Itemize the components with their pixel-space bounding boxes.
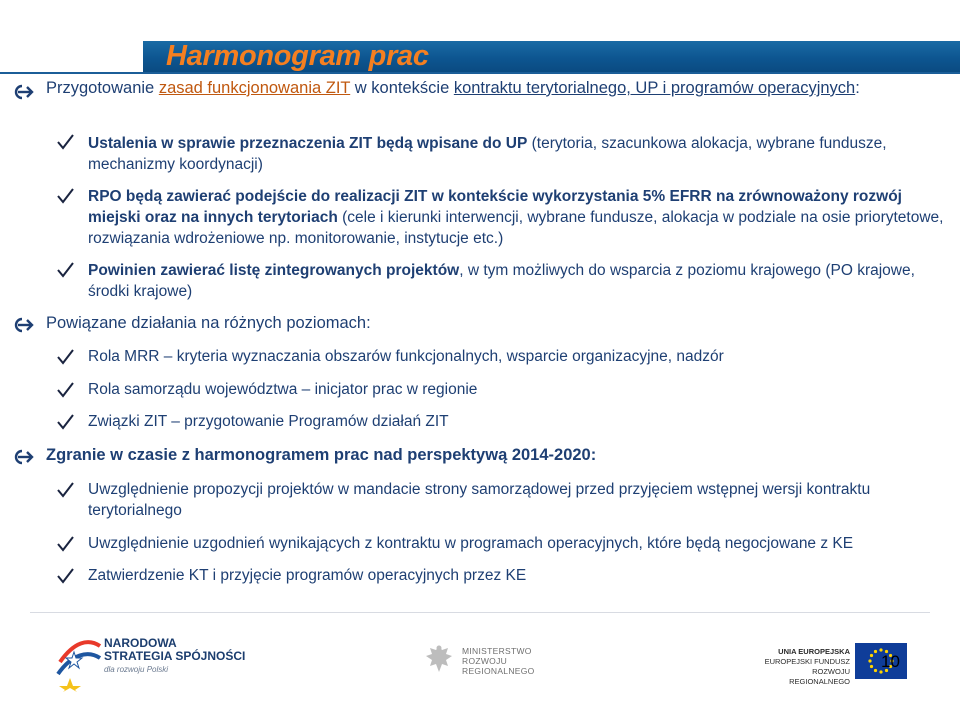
footer-divider xyxy=(30,612,930,613)
zit-rules-link[interactable]: zasad funkcjonowania ZIT xyxy=(158,79,351,97)
mrr-line-1: MINISTERSTWO xyxy=(462,646,532,656)
section-3-heading: Zgranie w czasie z harmonogramem prac nad perspektywą 2014-2020: xyxy=(46,446,597,464)
arrow-bullet-icon xyxy=(10,316,36,334)
section-3-item-3: Zatwierdzenie KT i przyjęcie programów operacyjnych przez KE xyxy=(88,567,527,584)
item-rest-text: , w tym możliwych do wsparcia z poziomu krajowego (PO krajowe, środki krajowe) xyxy=(88,262,915,300)
section-1-post: : xyxy=(855,79,860,97)
checkmark-icon xyxy=(55,567,75,585)
ue-line-3: ROZWOJU REGIONALNEGO xyxy=(789,667,850,686)
section-1-item-2 xyxy=(88,186,950,249)
checkmark-icon xyxy=(55,381,75,399)
checkmark-icon xyxy=(55,187,75,205)
item-bold-text: Powinien zawierać listę zintegrowanych projektów xyxy=(88,262,460,279)
arrow-bullet-icon xyxy=(10,448,36,466)
page-number: 10 xyxy=(881,652,900,671)
item-bold-text: RPO będą zawierać podejście do realizacji ZIT w kontekście wykorzystania 5% EFRR na zrównoważony rozwój miejski oraz na innych terytoriach xyxy=(88,188,902,226)
ue-line-1: UNIA EUROPEJSKA xyxy=(778,647,850,656)
slide-title: Harmonogram prac xyxy=(166,40,429,72)
header-underline xyxy=(0,72,960,74)
section-1-mid: w kontekście xyxy=(350,79,454,97)
checkmark-icon xyxy=(55,348,75,366)
section-2-item-2: Rola samorządu województwa – inicjator prac w regionie xyxy=(88,381,478,398)
item-rest-text: (cele i kierunki interwencji, wybrane fundusze, alokacja w podziale na osie priorytetowe, rozwiązania wdrożeniowe np. monitorowanie, instytucje etc.) xyxy=(88,209,944,247)
mrr-line-2: ROZWOJU xyxy=(462,656,508,666)
section-2-item-1: Rola MRR – kryteria wyznaczania obszarów funkcjonalnych, wsparcie organizacyjne, nadzór xyxy=(88,348,724,365)
arrow-bullet-icon xyxy=(10,83,36,101)
section-1-pre: Przygotowanie xyxy=(46,79,159,97)
section-1-item-3 xyxy=(88,260,950,302)
nss-logo-text xyxy=(104,637,245,674)
checkmark-icon xyxy=(55,261,75,279)
ue-logo-text xyxy=(752,647,850,687)
checkmark-icon xyxy=(55,133,75,151)
section-3-item-1: Uwzględnienie propozycji projektów w mandacie strony samorządowej przed przyjęciem wstępnej wersji kontraktu terytorialnego xyxy=(88,481,871,519)
nss-line-1: NARODOWA xyxy=(104,636,177,650)
section-2-item-3: Związki ZIT – przygotowanie Programów działań ZIT xyxy=(88,413,449,430)
nss-line-2: STRATEGIA SPÓJNOŚCI xyxy=(104,649,246,663)
item-rest-text: (terytoria, szacunkowa alokacja, wybrane fundusze, mechanizmy koordynacji) xyxy=(88,135,887,173)
checkmark-icon xyxy=(55,535,75,553)
section-3-item-2: Uwzględnienie uzgodnień wynikających z kontraktu w programach operacyjnych, które będą negocjowane z KE xyxy=(88,535,854,552)
item-bold-text: Ustalenia w sprawie przeznaczenia ZIT będą wpisane do UP xyxy=(88,135,528,152)
eagle-emblem-icon xyxy=(424,642,454,676)
section-1-heading xyxy=(46,78,946,99)
nss-line-3: dla rozwoju Polski xyxy=(104,665,169,674)
ue-line-2: EUROPEJSKI FUNDUSZ xyxy=(764,657,850,666)
checkmark-icon xyxy=(55,481,75,499)
section-2-heading: Powiązane działania na różnych poziomach: xyxy=(46,314,371,332)
mrr-logo-text xyxy=(462,646,535,676)
section-1-item-1 xyxy=(88,133,950,175)
section-1-underlined: kontraktu terytorialnego, UP i programów operacyjnych xyxy=(453,79,856,97)
mrr-line-3: REGIONALNEGO xyxy=(462,666,535,676)
checkmark-icon xyxy=(55,413,75,431)
